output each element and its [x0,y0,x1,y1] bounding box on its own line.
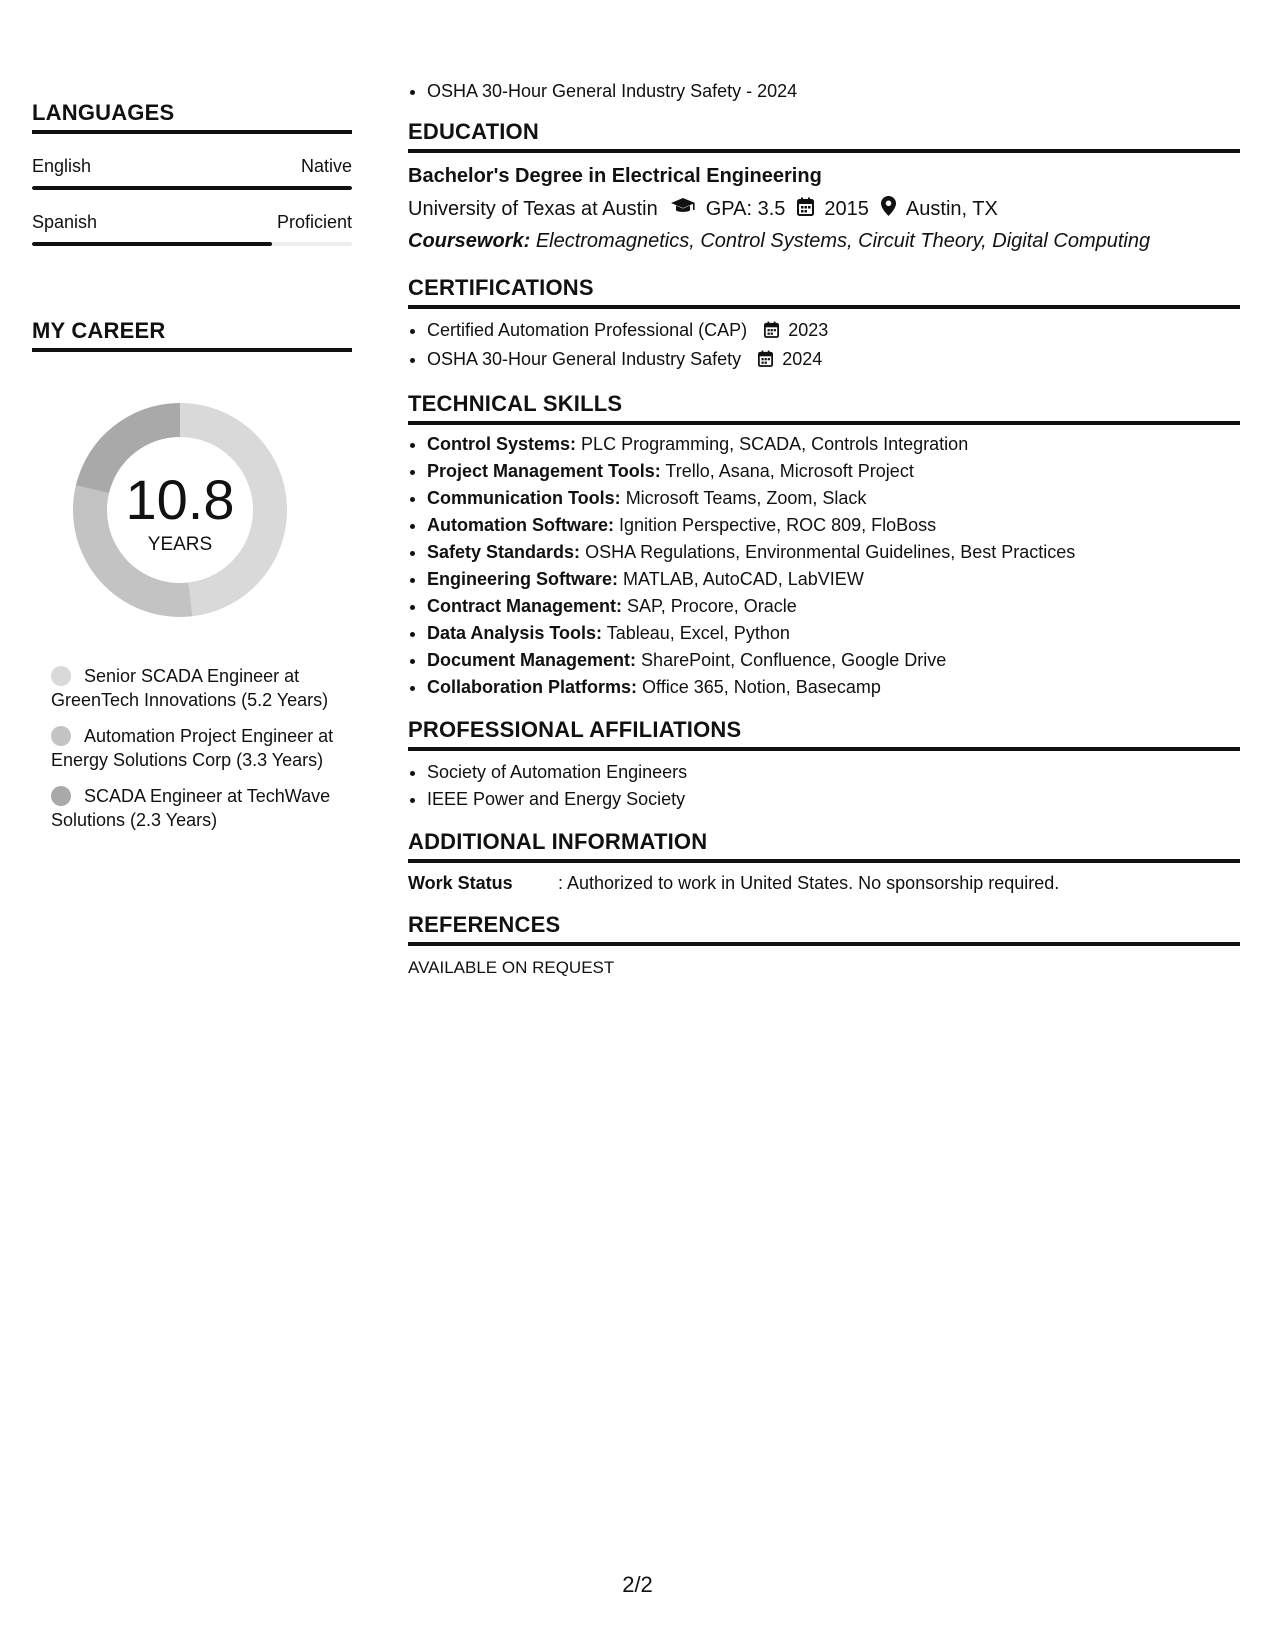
career-legend [51,664,336,832]
coursework-value: Electromagnetics, Control Systems, Circuit Theory, Digital Computing [535,230,1151,252]
languages-title: LANGUAGES [32,100,352,134]
education-coursework [408,230,1240,253]
legend-item [51,724,336,772]
legend-item [51,664,336,712]
right-column [408,78,1240,978]
language-name: Spanish [32,212,98,232]
certifications-title: CERTIFICATIONS [408,275,1240,309]
list-item [427,317,1240,346]
list-item [427,674,1240,701]
graduation-cap-icon [670,197,696,221]
language-level-bar [32,242,352,246]
education-meta [408,196,1240,222]
skill-label: Collaboration Platforms: [427,677,638,697]
education-degree: Bachelor's Degree in Electrical Engineering [408,165,822,187]
language-level-fill [32,186,352,190]
coursework-label: Coursework: [408,230,531,252]
skill-label: Data Analysis Tools: [427,623,603,643]
references-text: AVAILABLE ON REQUEST [408,958,615,977]
certification-year: 2024 [782,349,823,369]
skill-value: Trello, Asana, Microsoft Project [665,461,914,481]
skill-label: Control Systems: [427,434,577,454]
skill-label: Safety Standards: [427,542,581,562]
legend-dot [51,666,71,686]
career-total-unit: YEARS [147,534,213,555]
career-donut-chart [66,396,294,624]
certification-name: OSHA 30-Hour General Industry Safety [427,349,742,369]
legend-item [51,784,336,832]
list-item [427,593,1240,620]
skill-value: PLC Programming, SCADA, Controls Integration [581,434,969,454]
skill-value: Microsoft Teams, Zoom, Slack [625,488,867,508]
calendar-icon [758,348,773,375]
list-item [427,458,1240,485]
skill-label: Automation Software: [427,515,614,535]
list-item: • IEEE Power and Energy Society [427,786,1240,813]
education-title: EDUCATION [408,119,1240,153]
list-item [427,620,1240,647]
calendar-icon [797,197,814,222]
work-status-row [408,873,1240,894]
skill-value: OSHA Regulations, Environmental Guidelines, Best Practices [585,542,1076,562]
education-location: Austin, TX [905,197,998,220]
certifications-list [408,317,1240,375]
skill-value: SharePoint, Confluence, Google Drive [641,650,947,670]
map-pin-icon [881,196,896,222]
education-year: 2015 [824,197,869,220]
list-item: • Society of Automation Engineers [427,759,1240,786]
skill-label: Contract Management: [427,596,623,616]
affiliations-title: PROFESSIONAL AFFILIATIONS [408,717,1240,751]
skill-value: Ignition Perspective, ROC 809, FloBoss [619,515,937,535]
language-level-fill [32,242,272,246]
list-item [427,512,1240,539]
continued-certification-list [408,78,1240,105]
additional-info-title: ADDITIONAL INFORMATION [408,829,1240,863]
language-english [32,156,352,190]
work-status-label: Work Status [408,873,513,893]
work-status-value: : Authorized to work in United States. No sponsorship required. [558,873,1060,893]
legend-label: Automation Project Engineer at Energy Solutions Corp (3.3 Years) [51,726,334,770]
skill-value: SAP, Procore, Oracle [627,596,797,616]
list-item [427,485,1240,512]
career-title: MY CAREER [32,318,352,352]
list-item [427,566,1240,593]
language-level: Native [300,156,352,176]
calendar-icon [764,319,779,346]
language-name: English [32,156,92,176]
list-item [427,647,1240,674]
left-column [32,100,352,844]
education-school: University of Texas at Austin [408,197,658,220]
page-number: 2/2 [622,1572,653,1597]
education-gpa: GPA: 3.5 [705,197,786,220]
references-title: REFERENCES [408,912,1240,946]
language-level: Proficient [276,212,352,232]
list-item: • OSHA 30-Hour General Industry Safety - 2024 [427,78,1240,105]
list-item [427,431,1240,458]
legend-label: SCADA Engineer at TechWave Solutions (2.3 Years) [51,786,331,830]
skill-value: MATLAB, AutoCAD, LabVIEW [623,569,864,589]
skill-label: Document Management: [427,650,637,670]
skill-value: Tableau, Excel, Python [606,623,790,643]
skills-list [408,431,1240,701]
skill-value: Office 365, Notion, Basecamp [642,677,881,697]
language-level-bar [32,186,352,190]
skill-label: Engineering Software: [427,569,619,589]
list-item [427,346,1240,375]
language-spanish [32,212,352,246]
skills-title: TECHNICAL SKILLS [408,391,1240,425]
career-total-years: 10.8 [125,468,235,531]
skill-label: Communication Tools: [427,488,621,508]
certification-year: 2023 [788,320,829,340]
legend-dot [51,726,71,746]
affiliations-list [408,759,1240,813]
skill-label: Project Management Tools: [427,461,661,481]
certification-name: Certified Automation Professional (CAP) [427,320,748,340]
legend-dot [51,786,71,806]
list-item [427,539,1240,566]
legend-label: Senior SCADA Engineer at GreenTech Innovations (5.2 Years) [51,666,329,710]
